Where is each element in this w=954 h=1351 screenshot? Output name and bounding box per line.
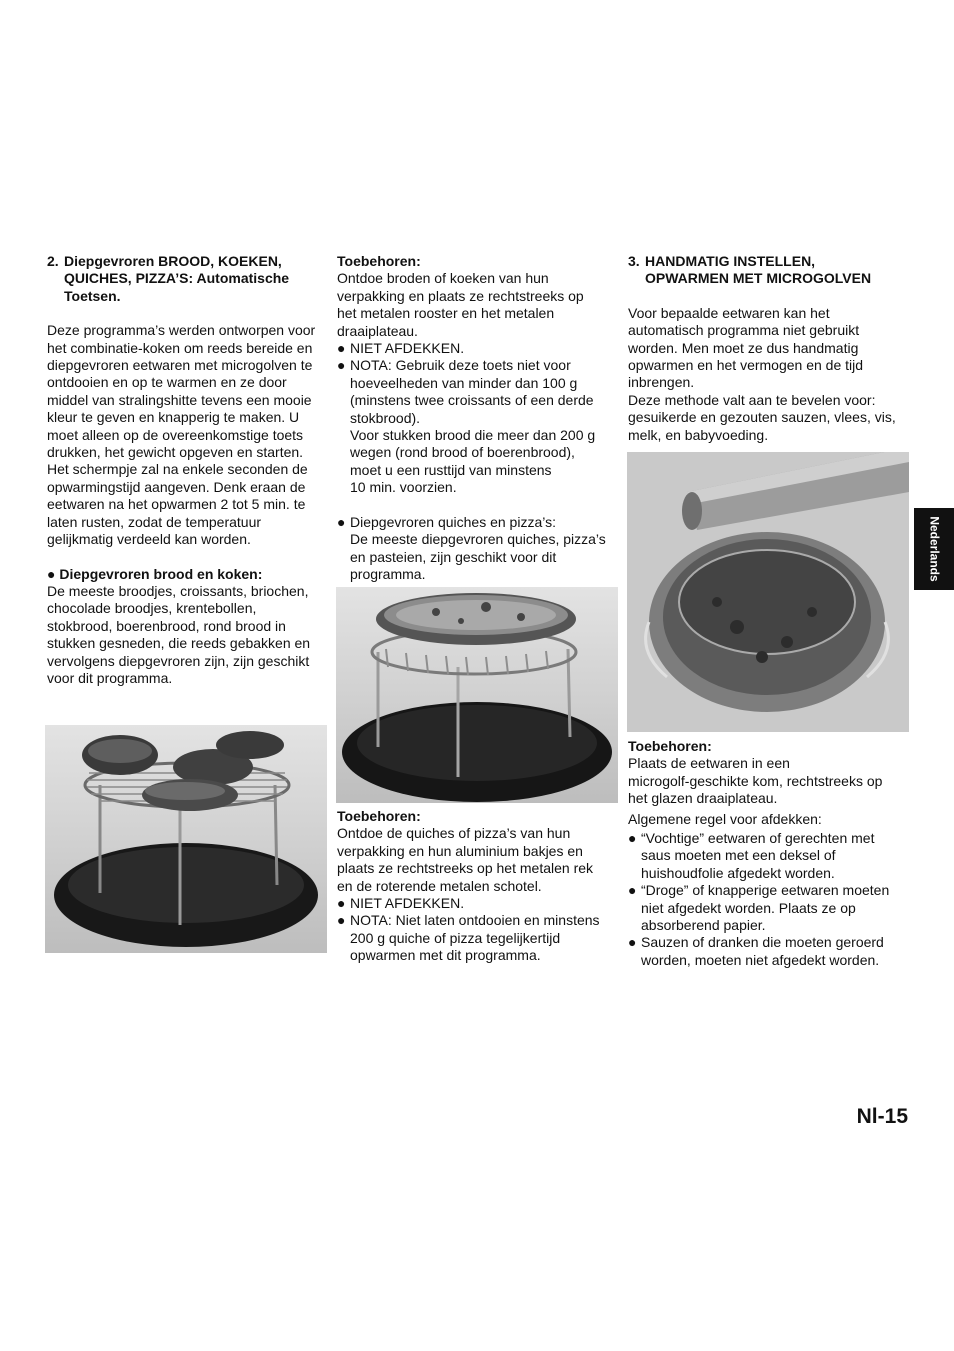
bullet-icon: ● <box>628 830 637 847</box>
text-line: 200 g quiche of pizza tegelijkertijd <box>350 929 561 946</box>
text-line: laten rusten, zodat de temperatuur <box>47 513 262 530</box>
bullet-icon: ● <box>628 934 637 951</box>
bullet-heading <box>47 566 332 583</box>
bullet-body <box>47 583 332 687</box>
bullet-item <box>628 830 913 882</box>
text-line: moet u een rusttijd van minstens <box>350 461 552 478</box>
heading-line: QUICHES, PIZZA’S: Automatische <box>64 270 290 287</box>
section-number: 2. <box>47 253 59 269</box>
bullet-title: Diepgevroren brood en koken: <box>59 565 263 582</box>
language-tab-label: Nederlands <box>927 516 942 582</box>
column-2-lower <box>337 808 622 965</box>
text-line: Deze programma’s werden ontworpen voor <box>47 322 316 339</box>
text-line: gelijkmatig verdeeld kan worden. <box>47 531 251 548</box>
text-line: chocolade broodjes, krentebollen, <box>47 600 257 617</box>
text-line: microgolf-geschikte kom, rechtstreeks op <box>628 772 883 789</box>
bullet-icon: ● <box>337 895 346 912</box>
bullet-icon: ● <box>337 513 346 530</box>
page-number: Nl-15 <box>856 1105 908 1128</box>
text-line: Ontdoe broden of koeken van hun <box>337 270 549 287</box>
bullet-item <box>337 514 622 584</box>
bullet-icon: ● <box>337 340 346 357</box>
text-line: wegen (rond brood of boerenbrood), <box>350 444 575 461</box>
intro-paragraph <box>628 305 913 444</box>
text-line: automatisch programma niet gebruikt <box>628 322 860 339</box>
text-line: Ontdoe de quiches of pizza’s van hun <box>337 825 571 842</box>
text-line: Diepgevroren quiches en pizza’s: <box>350 513 556 530</box>
accessories-body <box>337 270 622 340</box>
text-line: stokbrood, boerenbrood, rond brood in <box>47 617 286 634</box>
text-line: programma. <box>350 565 426 582</box>
column-3 <box>628 253 913 444</box>
text-line: voor dit programma. <box>47 669 173 686</box>
bullet-item <box>337 895 622 912</box>
text-line: en pasteien, zijn geschikt voor dit <box>350 548 557 565</box>
text-line: kleur te geven en knapperig te maken. U <box>47 409 300 426</box>
bread-rack-illustration <box>45 725 327 953</box>
text-line: verpakking en hun aluminium bakjes en <box>337 842 583 859</box>
text-line: opwarmingstijd aangeven. Denk eraan de <box>47 478 306 495</box>
text-line: “Vochtige” eetwaren of gerechten met <box>641 830 875 847</box>
text-line: ontdooien en op te warmen en ze door <box>47 374 287 391</box>
text-line: worden. Men moet ze dus handmatig <box>628 339 859 356</box>
glass-bowl-illustration <box>627 452 909 732</box>
text-line: (minstens twee croissants of een derde <box>350 392 594 409</box>
text-line: inbrengen. <box>628 374 695 391</box>
accessories-title: Toebehoren: <box>628 738 712 754</box>
text-line: moet alleen op de overeenkomstige toets <box>47 426 304 443</box>
text-line: “Droge” of knapperige eetwaren moeten <box>641 882 890 899</box>
bullet-icon: ● <box>47 565 56 582</box>
covering-rule: Algemene regel voor afdekken: <box>628 810 822 827</box>
text-line: gesuikerde en gezouten sauzen, vlees, vis, <box>628 409 896 426</box>
text-line: plaats ze rechtstreeks op het metalen rek <box>337 860 594 877</box>
bullet-item <box>628 934 913 969</box>
text-line: De meeste diepgevroren quiches, pizza’s <box>350 531 606 548</box>
text-line: Deze methode valt aan te bevelen voor: <box>628 391 876 408</box>
accessories-title: Toebehoren: <box>337 253 421 269</box>
text-line: hoeveelheden van minder dan 100 g <box>350 374 578 391</box>
bullet-icon: ● <box>337 357 346 374</box>
text-line: middel van stralingshitte tevens een mooie <box>47 391 312 408</box>
text-line: vervolgens diepgevroren zijn, zijn geschikt <box>47 652 310 669</box>
text-line: 10 min. voorzien. <box>350 479 457 496</box>
bullet-item <box>337 912 622 964</box>
bullet-item <box>337 340 622 357</box>
text-line: Voor stukken brood die meer dan 200 g <box>350 427 596 444</box>
accessories-title: Toebehoren: <box>337 808 421 824</box>
text-line: verpakking en plaats ze rechtstreeks op <box>337 287 584 304</box>
accessories-body <box>628 755 913 807</box>
section-number: 3. <box>628 253 640 269</box>
accessories-body <box>337 825 622 895</box>
bread-rack-photo <box>45 725 327 953</box>
heading-line: HANDMATIG INSTELLEN, <box>645 253 816 269</box>
text-line: en de roterende metalen schotel. <box>337 877 542 894</box>
heading-line: Diepgevroren BROOD, KOEKEN, <box>64 253 282 269</box>
heading-line: Toetsen. <box>64 287 121 304</box>
text-line: melk, en babyvoeding. <box>628 426 769 443</box>
text-line: niet afgedekt worden. Plaats ze op <box>641 899 856 916</box>
text-line: het glazen draaiplateau. <box>628 790 778 807</box>
text-line: stokbrood). <box>350 409 421 426</box>
heading-line: OPWARMEN MET MICROGOLVEN <box>645 270 872 287</box>
text-line: absorberend papier. <box>641 917 766 934</box>
text-line: diepgevroren eetwaren met microgolven te <box>47 357 313 374</box>
text-line: Plaats de eetwaren in een <box>628 755 790 772</box>
column-3-lower <box>628 738 913 969</box>
bullet-item <box>337 357 622 496</box>
text-line: stukken gesneden, die reeds gebakken en <box>47 635 311 652</box>
intro-paragraph <box>47 322 332 548</box>
text-line: het combinatie-koken om reeds bereide en <box>47 339 313 356</box>
text-line: NOTA: Niet laten ontdooien en minstens <box>350 912 600 929</box>
text-line: NIET AFDEKKEN. <box>350 340 465 357</box>
bullet-item <box>628 882 913 934</box>
bullet-icon: ● <box>628 882 637 899</box>
text-line: worden, moeten niet afgedekt worden. <box>641 951 880 968</box>
quiche-rack-photo <box>336 587 618 803</box>
section-2-heading <box>47 253 332 305</box>
text-line: Het schermpje zal na enkele seconden de <box>47 461 308 478</box>
text-line: opwarmen en het vermogen en de tijd <box>628 357 864 374</box>
bullet-icon: ● <box>337 912 346 929</box>
section-3-heading <box>628 253 913 288</box>
column-1 <box>47 253 332 687</box>
text-line: Sauzen of dranken die moeten geroerd <box>641 934 884 951</box>
text-line: drukken, het gewicht opgeven en starten. <box>47 444 304 461</box>
text-line: opwarmen met dit programma. <box>350 947 541 964</box>
text-line: huishoudfolie afgedekt worden. <box>641 864 835 881</box>
column-2 <box>337 253 622 583</box>
text-line: Voor bepaalde eetwaren kan het <box>628 304 830 321</box>
quiche-rack-illustration <box>336 587 618 803</box>
text-line: draaiplateau. <box>337 322 418 339</box>
text-line: het metalen rooster en het metalen <box>337 305 555 322</box>
text-line: eetwaren na het opwarmen 2 tot 5 min. te <box>47 496 306 513</box>
glass-bowl-photo <box>627 452 909 732</box>
text-line: saus moeten met een deksel of <box>641 847 836 864</box>
language-side-tab <box>914 508 954 590</box>
text-line: NOTA: Gebruik deze toets niet voor <box>350 357 571 374</box>
text-line: De meeste broodjes, croissants, briochen, <box>47 582 309 599</box>
text-line: NIET AFDEKKEN. <box>350 895 465 912</box>
